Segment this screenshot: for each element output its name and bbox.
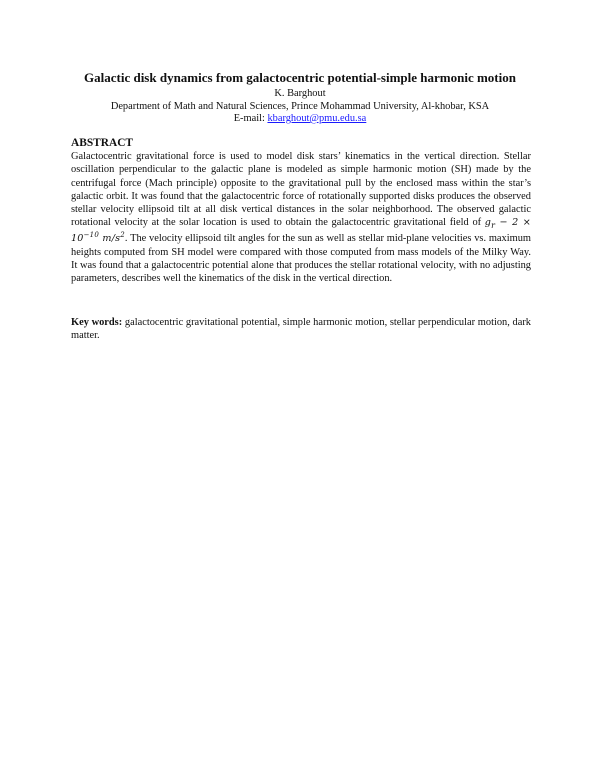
abstract-heading: ABSTRACT <box>71 137 134 149</box>
formula-coefficient: − 2 × 10 <box>71 217 531 245</box>
formula-unit: m/s <box>98 233 121 245</box>
keywords-section <box>71 316 531 343</box>
keywords-text: galactocentric gravitational potential, simple harmonic motion, stellar perpendicular motion, dark matter. <box>71 317 531 342</box>
formula-symbol: g <box>484 217 492 229</box>
email-label: E-mail: <box>233 113 268 124</box>
author-name: K. Barghout <box>274 88 326 99</box>
formula-exponent: −10 <box>83 231 99 240</box>
author-affiliation: Department of Math and Natural Sciences, Prince Mohammad University, Al-khobar, KSA <box>110 101 490 112</box>
abstract-text-part-1: Galactocentric gravitational force is used to model disk stars’ kinematics in the vertical direction. Stellar oscillation perpendicular to the galactic plane is modeled as simple harmonic motion (SH) made by the centrifugal force (Mach principle) opposite to the gravitational pull by the enclosed mass within the star’s galactic orbit. It was found that the galactocentric force of rotationally supported disks produces the observed stellar velocity ellipsoid tilt at all disk vertical distances in the solar neighborhood. The observed galactic rotational velocity at the solar location is used to obtain the galactocentric gravitational field of <box>71 151 531 229</box>
formula-unit-exponent: 2 <box>120 231 125 240</box>
keywords-label: Key words: <box>71 317 123 328</box>
abstract-text-part-2: . The velocity ellipsoid tilt angles for the sun as well as stellar mid-plane velocities vs. maximum heights computed from SH model were compared with those computed from mass models of the Milky Way. It was found that a galactocentric potential alone that produces the stellar rotational velocity, with no adjusting parameters, describes well the kinematics of the disk in the vertical direction. <box>71 233 531 285</box>
paper-title: Galactic disk dynamics from galactocentric potential-simple harmonic motion <box>84 70 516 85</box>
email-link[interactable]: kbarghout@pmu.edu.sa <box>267 113 367 124</box>
formula-subscript: r <box>491 221 496 231</box>
author-email-line <box>40 112 560 125</box>
abstract-body <box>71 150 531 285</box>
